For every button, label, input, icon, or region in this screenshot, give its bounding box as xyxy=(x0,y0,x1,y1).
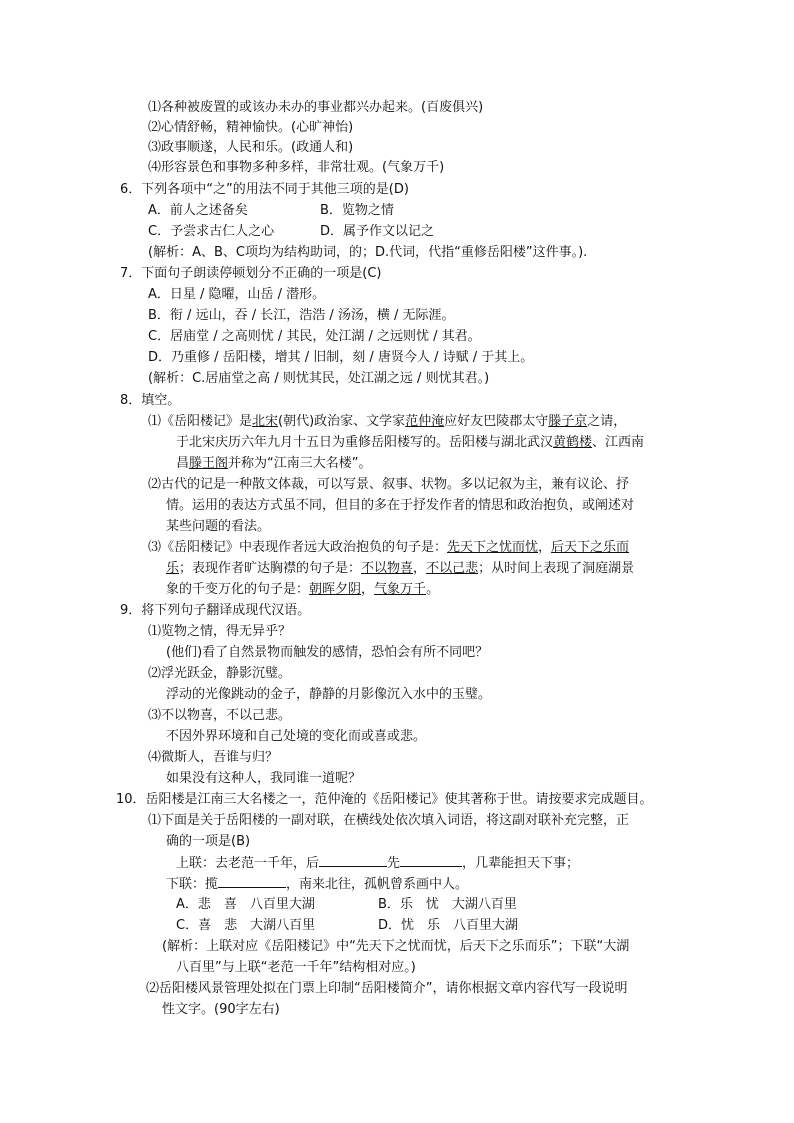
fill-blank[interactable] xyxy=(218,874,286,888)
q9-translation-3: 不因外界环境和自己处境的变化而或喜或悲。 xyxy=(166,729,427,744)
q8-answer-sentence6: 气象万千 xyxy=(374,582,427,597)
q10-couplet-lower xyxy=(166,874,468,894)
q8-answer-sentence5: 朝晖夕阴 xyxy=(309,582,362,597)
q8-text: 、江西南 xyxy=(592,435,645,450)
q8-text: 昌 xyxy=(176,456,190,471)
q8-p1-line3 xyxy=(176,454,372,473)
q8-text: ⑴《岳阳楼记》是 xyxy=(148,414,253,429)
q7-note: (解析：C.居庙堂之高 / 则忧其民，处江湖之远 / 则忧其君。) xyxy=(148,371,490,386)
q10-text: 下联：揽 xyxy=(166,877,219,892)
q8-answer-sentence4: 不以己悲 xyxy=(426,561,479,576)
q7-option-b: B．衔 / 远山，吞 / 长江，浩浩 / 汤汤，横 / 无际涯。 xyxy=(148,308,455,323)
q8-answer-sentence2-end: 乐 xyxy=(166,561,180,576)
q8-answer-sentence1: 先天下之忧而忧 xyxy=(447,540,539,555)
q8-p2-line3: 某些问题的看法。 xyxy=(166,519,271,534)
q8-p1-line1 xyxy=(148,412,626,431)
q6-option-a: A．前人之述备矣 xyxy=(148,203,248,218)
q6-option-b: B．览物之情 xyxy=(320,203,394,218)
q10-option-b: B．乐 忧 大湖八百里 xyxy=(378,897,517,912)
q8-p3-line3 xyxy=(166,580,439,599)
q8-answer-friend: 滕子京 xyxy=(548,414,588,429)
q10-option-a: A．悲 喜 八百里大湖 xyxy=(176,897,315,912)
fill-blank[interactable] xyxy=(400,853,462,867)
q10-p1-line1: ⑴下面是关于岳阳楼的一副对联，在横线处依次填入词语，将这副对联补充完整，正 xyxy=(148,813,630,828)
q8-text: ；从时间上表现了洞庭湖景 xyxy=(478,561,635,576)
q8-text: 之请， xyxy=(587,414,627,429)
answer-line-2: ⑵心情舒畅，精神愉快。(心旷神怡) xyxy=(148,120,354,135)
q10-text: ，几辈能担天下事； xyxy=(462,856,580,871)
q8-p1-line2 xyxy=(176,433,644,452)
q8-answer-sentence3: 不以物喜 xyxy=(361,561,414,576)
q10-p2-line1: ⑵岳阳楼风景管理处拟在门票上印制“岳阳楼简介”，请你根据文章内容代写一段说明 xyxy=(146,981,628,996)
q7-option-d: D．乃重修 / 岳阳楼，增其 / 旧制，刻 / 唐贤今人 / 诗赋 / 于其上。 xyxy=(148,350,534,365)
q8-text: 象的千变万化的句子是： xyxy=(166,582,310,597)
q10-text: 先 xyxy=(387,856,401,871)
q8-text: 并称为“江南三大名楼”。 xyxy=(228,456,372,471)
q8-text: ⑶《岳阳楼记》中表现作者远大政治抱负的句子是： xyxy=(148,540,448,555)
q8-answer-tower1: 黄鹤楼 xyxy=(553,435,593,450)
q10-text: 上联：去老范一千年，后 xyxy=(176,856,320,871)
q10-note-line1: (解析：上联对应《岳阳楼记》中“先天下之忧而忧，后天下之乐而乐”；下联“大湖 xyxy=(162,939,630,954)
q8-text: 。 xyxy=(426,582,440,597)
q8-p3-line1 xyxy=(148,538,629,557)
q9-sentence-2: ⑵浮光跃金，静影沉璧。 xyxy=(148,666,292,681)
answer-line-1: ⑴各种被废置的或该办未办的事业都兴办起来。(百废俱兴) xyxy=(148,100,484,115)
q9-translation-4: 如果没有这种人，我同谁一道呢？ xyxy=(166,771,362,786)
q8-answer-dynasty: 北宋 xyxy=(252,414,279,429)
q8-text: ；表现作者旷达胸襟的句子是： xyxy=(179,561,362,576)
q8-text: ， xyxy=(413,561,427,576)
q10-option-c: C．喜 悲 大湖八百里 xyxy=(176,918,316,933)
q9-translation-1: (他们)看了自然景物而触发的感情，恐怕会有所不同吧？ xyxy=(166,645,489,660)
q7-stem: 7．下面句子朗读停顿划分不正确的一项是(C) xyxy=(120,266,382,281)
q9-translation-2: 浮动的光像跳动的金子，静静的月影像沉入水中的玉璧。 xyxy=(166,687,492,702)
q8-text: ， xyxy=(361,582,375,597)
q8-p3-line2 xyxy=(166,559,634,578)
q8-text: ， xyxy=(538,540,552,555)
q10-text: ，南来北往，孤帆曾系画中人。 xyxy=(286,877,469,892)
q6-stem: 6．下列各项中“之”的用法不同于其他三项的是(D) xyxy=(120,182,409,197)
q8-text: 于北宋庆历六年九月十五日为重修岳阳楼写的。岳阳楼与湖北武汉 xyxy=(176,435,554,450)
q10-option-d: D．忧 乐 八百里大湖 xyxy=(378,918,519,933)
q10-p2-line2: 性文字。(90字左右) xyxy=(162,1002,280,1017)
q6-option-d: D．属予作文以记之 xyxy=(320,224,435,239)
q10-p1-line2: 确的一项是(B) xyxy=(166,834,251,849)
answer-line-4: ⑷形容景色和事物多种多样，非常壮观。(气象万千) xyxy=(148,160,445,175)
q9-sentence-1: ⑴览物之情，得无异乎？ xyxy=(148,624,292,639)
q10-couplet-upper xyxy=(176,853,579,873)
q8-text: (朝代)政治家、文学家 xyxy=(278,414,406,429)
q7-option-a: A．日星 / 隐曜，山岳 / 潜形。 xyxy=(148,287,326,302)
q8-answer-author: 范仲淹 xyxy=(405,414,445,429)
q9-sentence-3: ⑶不以物喜，不以己悲。 xyxy=(148,708,292,723)
q8-answer-tower2: 滕王阁 xyxy=(189,456,229,471)
q10-stem: 10．岳阳楼是江南三大名楼之一，范仲淹的《岳阳楼记》使其著称于世。请按要求完成题目。 xyxy=(116,792,653,807)
q6-option-c: C．予尝求古仁人之心 xyxy=(148,224,275,239)
fill-blank[interactable] xyxy=(319,853,387,867)
q7-option-c: C．居庙堂 / 之高则忧 / 其民，处江湖 / 之远则忧 / 其君。 xyxy=(148,329,481,344)
q8-p2-line1: ⑵古代的记是一种散文体裁，可以写景、叙事、状物。多以记叙为主，兼有议论、抒 xyxy=(148,477,630,492)
answer-line-3: ⑶政事顺遂，人民和乐。(政通人和) xyxy=(148,140,354,155)
q8-p2-line2: 情。运用的表达方式虽不同，但目的多在于抒发作者的情思和政治抱负，或阐述对 xyxy=(166,498,635,513)
q9-stem: 9．将下列句子翻译成现代汉语。 xyxy=(120,603,311,618)
q8-stem: 8．填空。 xyxy=(120,393,181,408)
q9-sentence-4: ⑷微斯人，吾谁与归？ xyxy=(148,750,279,765)
q8-answer-sentence2: 后天下之乐而 xyxy=(551,540,630,555)
q6-note: (解析：A、B、C项均为结构助词，的；D.代词，代指“重修岳阳楼”这件事。). xyxy=(148,245,588,260)
q10-note-line2: 八百里”与上联“老范一千年”结构相对应。) xyxy=(176,960,416,975)
q8-text: 应好友巴陵郡太守 xyxy=(444,414,549,429)
